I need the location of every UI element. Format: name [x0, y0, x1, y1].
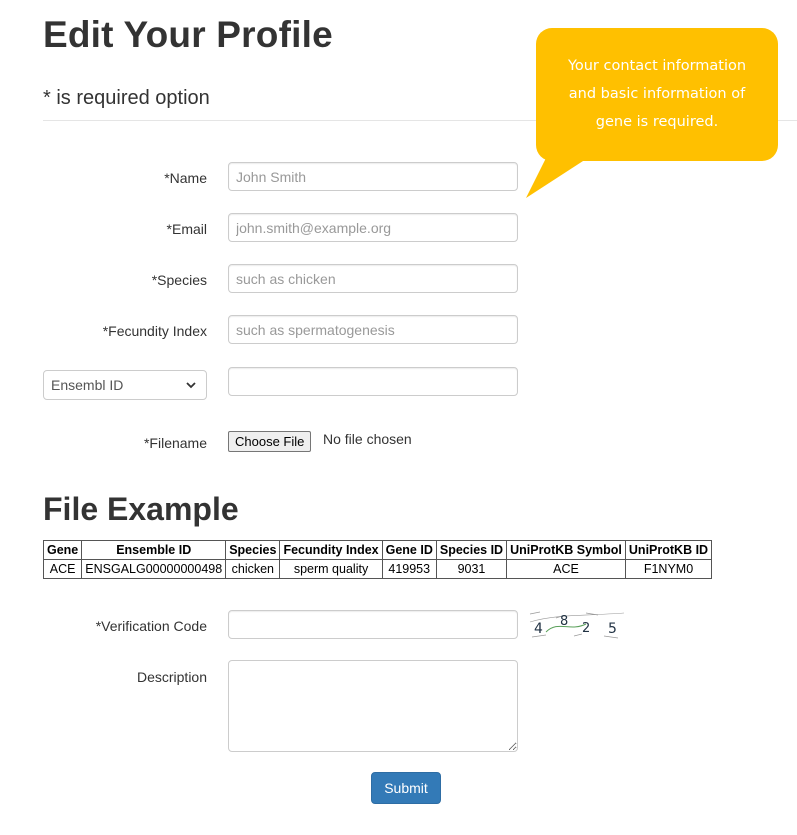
table-row: [44, 560, 712, 579]
submit-button[interactable]: Submit: [371, 772, 441, 804]
fecundity-index-input[interactable]: [228, 315, 518, 344]
file-example-table: [43, 540, 712, 579]
name-input[interactable]: [228, 162, 518, 191]
species-input[interactable]: [228, 264, 518, 293]
captcha-image[interactable]: [526, 610, 626, 640]
table-header-cell: Species ID: [436, 541, 506, 560]
tooltip-line-2: and basic information of: [568, 86, 746, 102]
captcha-char: 8: [560, 614, 569, 629]
file-example-title: File Example: [43, 491, 239, 527]
table-cell: ACE: [44, 560, 82, 579]
table-header-cell: UniProtKB Symbol: [507, 541, 626, 560]
table-header-cell: Species: [226, 541, 280, 560]
table-cell: 9031: [436, 560, 506, 579]
filename-label: *Filename: [143, 435, 207, 451]
chevron-down-icon: [186, 380, 196, 390]
captcha-char: 5: [608, 621, 617, 637]
table-cell: F1NYM0: [625, 560, 711, 579]
table-cell: 419953: [382, 560, 436, 579]
table-header-cell: Ensemble ID: [82, 541, 226, 560]
page-title: Edit Your Profile: [43, 14, 333, 55]
table-cell: ENSGALG00000000498: [82, 560, 226, 579]
table-header-cell: Fecundity Index: [280, 541, 382, 560]
id-type-select[interactable]: [43, 370, 207, 400]
choose-file-button[interactable]: Choose File: [228, 431, 311, 452]
captcha-char: 2: [582, 621, 591, 636]
description-label: Description: [136, 669, 207, 685]
required-note: * is required option: [43, 87, 210, 109]
table-cell: sperm quality: [280, 560, 382, 579]
tooltip-line-3: gene is required.: [595, 114, 719, 130]
captcha-char: 4: [534, 621, 543, 637]
fecundity-index-label: *Fecundity Index: [102, 323, 207, 339]
table-header-cell: Gene ID: [382, 541, 436, 560]
table-header-row: [44, 541, 712, 560]
file-status: No file chosen: [323, 431, 412, 447]
email-label: *Email: [166, 221, 207, 237]
id-type-selected: Ensembl ID: [51, 377, 124, 393]
name-label: *Name: [164, 170, 207, 186]
description-textarea[interactable]: [228, 660, 518, 752]
table-header-cell: UniProtKB ID: [625, 541, 711, 560]
verification-code-label: *Verification Code: [95, 618, 207, 634]
table-cell: ACE: [507, 560, 626, 579]
tooltip-line-1: Your contact information: [567, 58, 747, 74]
table-cell: chicken: [226, 560, 280, 579]
contact-info-tooltip: [536, 28, 778, 161]
verification-code-input[interactable]: [228, 610, 518, 639]
id-value-input[interactable]: [228, 367, 518, 396]
email-input[interactable]: [228, 213, 518, 242]
table-header-cell: Gene: [44, 541, 82, 560]
species-label: *Species: [151, 272, 207, 288]
